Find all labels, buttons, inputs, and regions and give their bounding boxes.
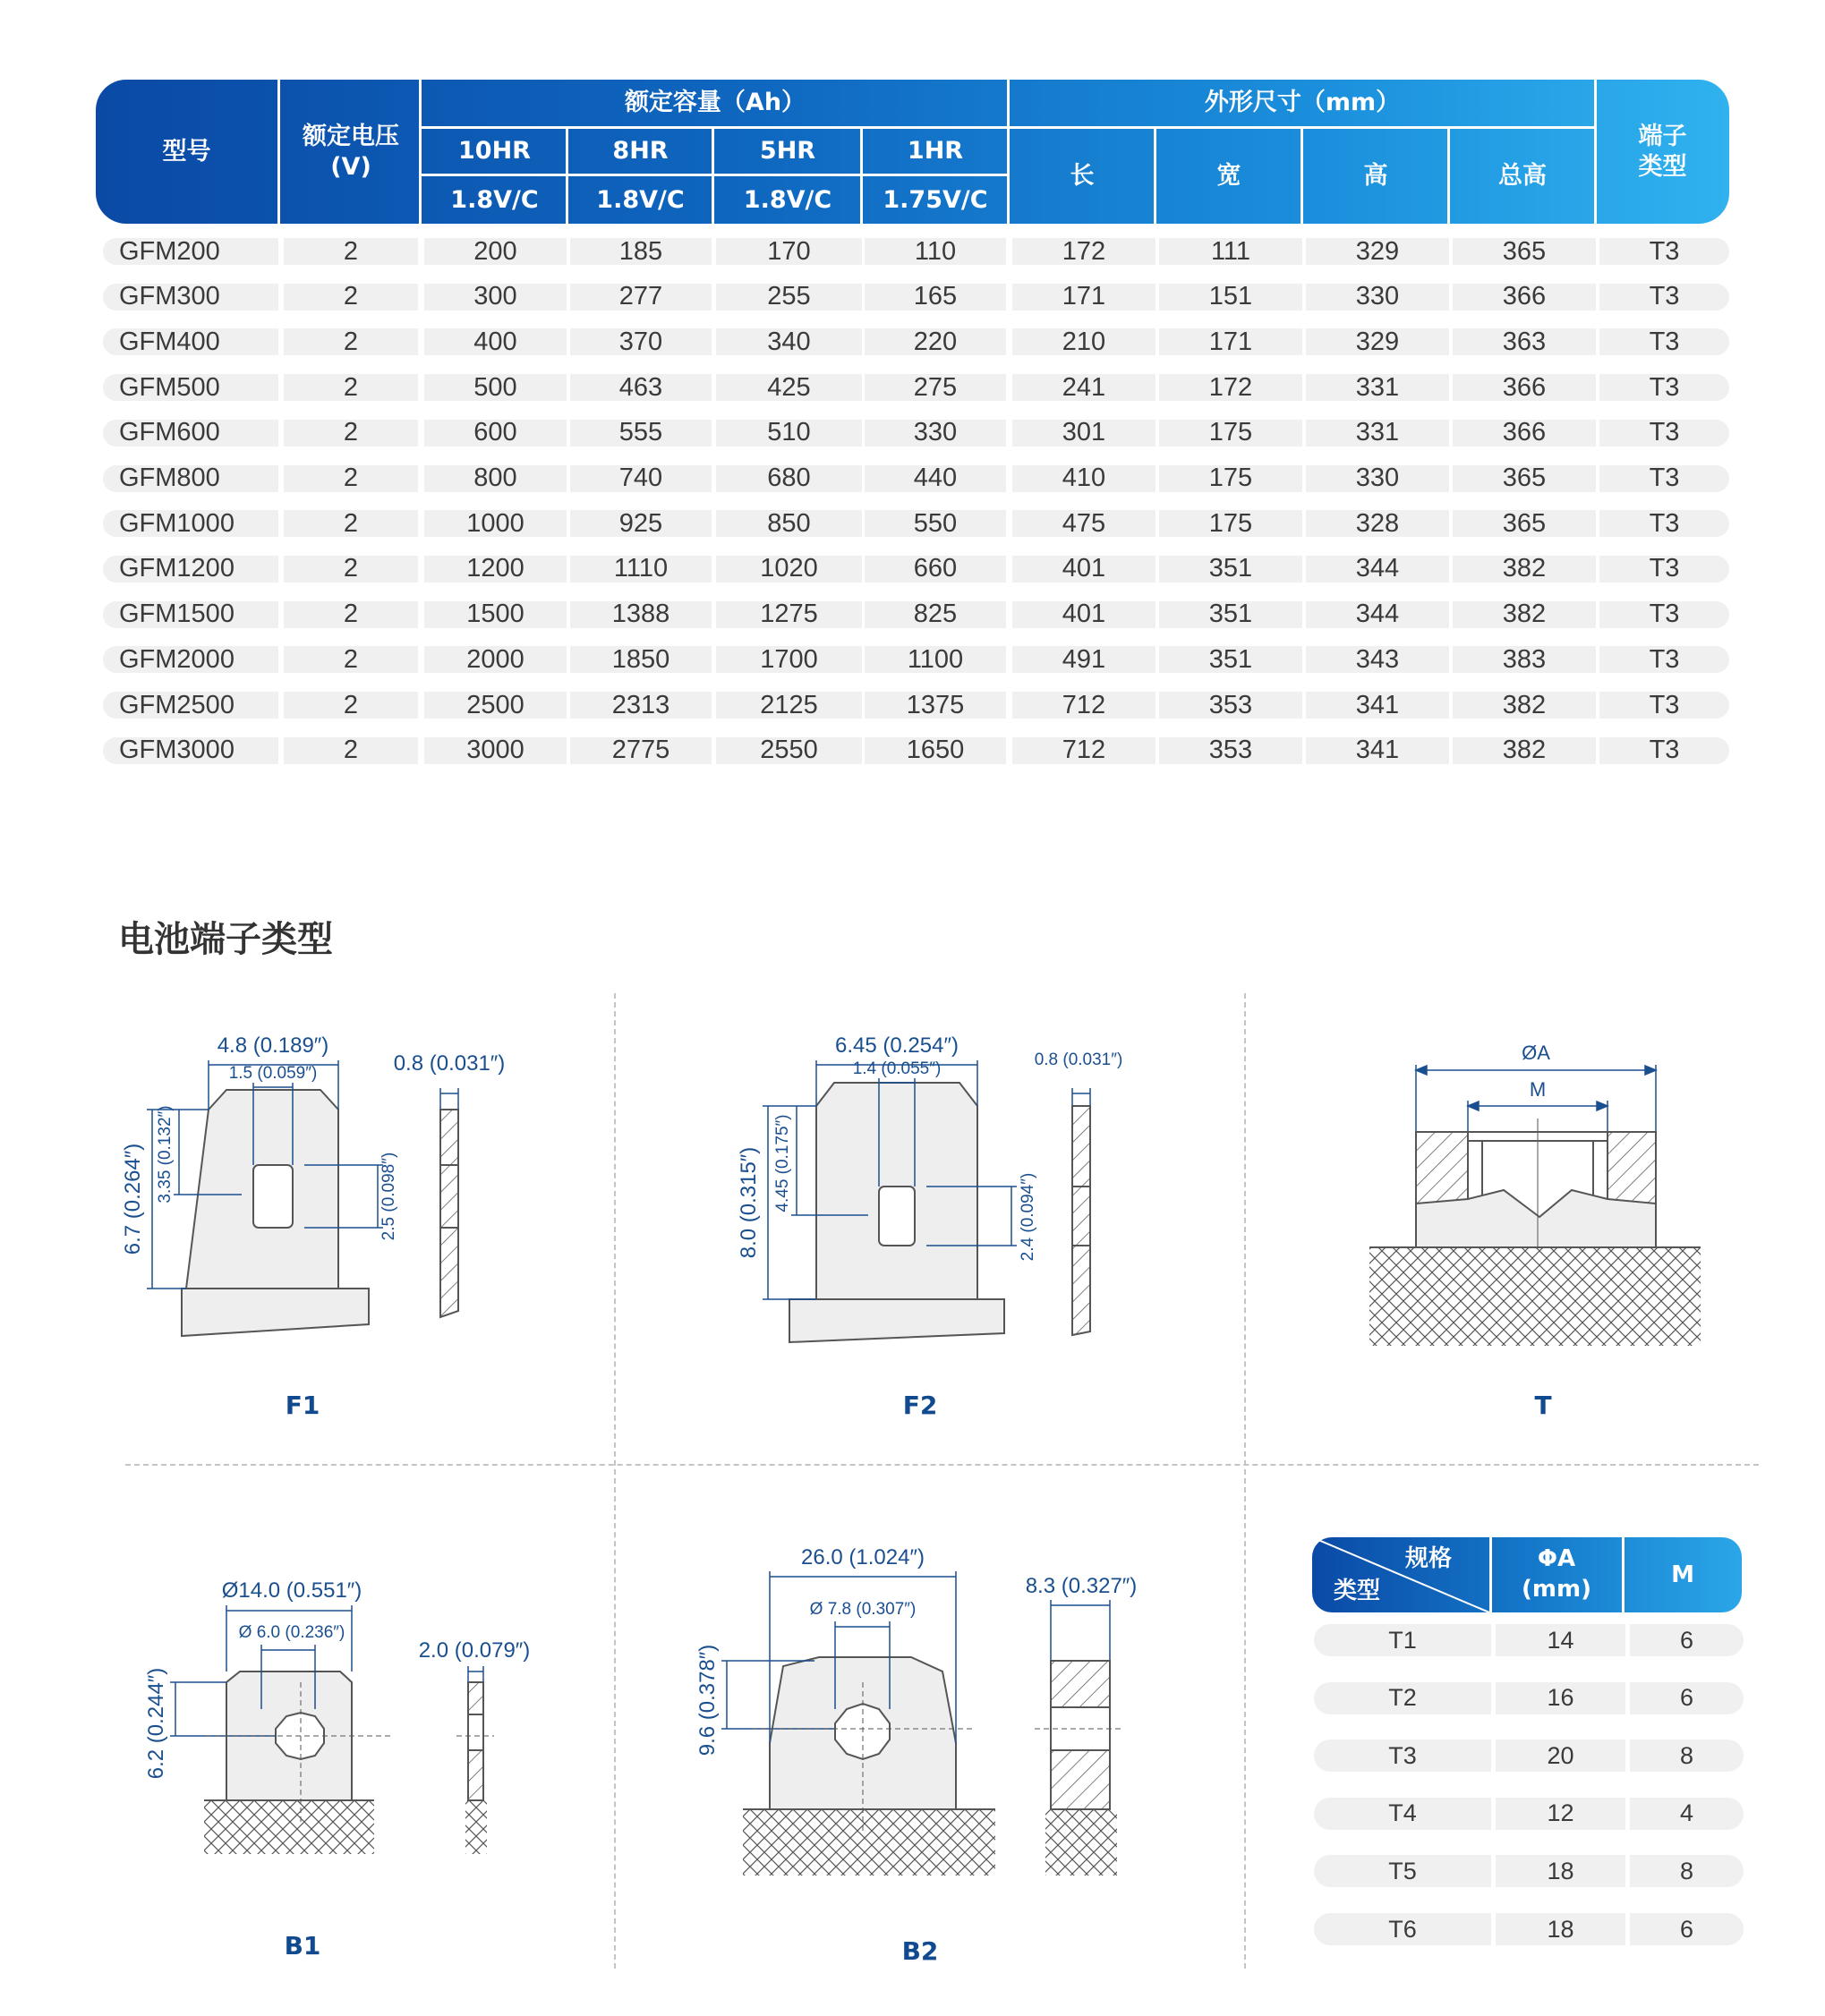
table-cell: 382 <box>1453 737 1596 764</box>
table-cell: 353 <box>1159 737 1302 764</box>
table-cell: 3000 <box>424 737 567 764</box>
b2-width-label: 26.0 (1.024″) <box>801 1545 925 1569</box>
header-capacity-8hr: 8HR <box>612 137 669 166</box>
model-cell: GFM600 <box>103 420 278 447</box>
table-cell: 1110 <box>570 556 712 583</box>
table-cell: 2550 <box>716 737 862 764</box>
table-cell: 800 <box>424 465 567 492</box>
table-cell: 351 <box>1159 646 1302 673</box>
table-cell: 330 <box>1306 284 1449 310</box>
b1-height-label: 6.2 (0.244″) <box>144 1667 168 1780</box>
table-cell: 2500 <box>424 692 567 719</box>
table-cell: T3 <box>1599 692 1729 719</box>
header-capacity-1hr: 1HR <box>907 137 964 166</box>
model-cell: GFM1500 <box>103 601 278 628</box>
table-cell: 328 <box>1306 510 1449 537</box>
table-cell: 351 <box>1159 556 1302 583</box>
model-cell: GFM3000 <box>103 737 278 764</box>
f2-foot <box>789 1299 1004 1342</box>
terminal-value-cell: 8 <box>1630 1855 1744 1887</box>
f2-height-label: 8.0 (0.315″) <box>737 1146 761 1259</box>
table-cell: 365 <box>1453 510 1596 537</box>
header-width: 宽 <box>1216 162 1241 191</box>
b2-height-label: 9.6 (0.378″) <box>695 1644 720 1757</box>
table-cell: 1388 <box>570 601 712 628</box>
f2-hole-width-label: 1.4 (0.055″) <box>852 1059 942 1078</box>
table-cell: 351 <box>1159 601 1302 628</box>
header-height: 高 <box>1363 162 1388 191</box>
table-cell: 600 <box>424 420 567 447</box>
table-cell: 2000 <box>424 646 567 673</box>
table-cell: 2 <box>284 737 418 764</box>
header-cutoff-10hr: 1.8V/C <box>450 185 539 214</box>
table-cell: 365 <box>1453 465 1596 492</box>
terminal-value-cell: 20 <box>1496 1740 1625 1772</box>
f2-width-label: 6.45 (0.254″) <box>835 1034 959 1058</box>
terminal-type-cell: T4 <box>1314 1798 1491 1830</box>
f1-foot <box>182 1289 369 1336</box>
f1-hole-offset-label: 3.35 (0.132″) <box>156 1105 175 1204</box>
table-cell: 366 <box>1453 284 1596 310</box>
model-cell: GFM400 <box>103 328 278 355</box>
table-cell: 1500 <box>424 601 567 628</box>
table-cell: T3 <box>1599 374 1729 401</box>
terminal-type-cell: T1 <box>1314 1624 1491 1656</box>
table-cell: 1850 <box>570 646 712 673</box>
table-cell: T3 <box>1599 465 1729 492</box>
table-cell: 200 <box>424 238 567 265</box>
table-cell: 850 <box>716 510 862 537</box>
terminal-value-cell: 14 <box>1496 1624 1625 1656</box>
table-cell: 382 <box>1453 556 1596 583</box>
table-cell: 491 <box>1012 646 1156 673</box>
table-cell: 301 <box>1012 420 1156 447</box>
f2-thickness-label: 0.8 (0.031″) <box>1034 1051 1123 1069</box>
table-cell: 172 <box>1159 374 1302 401</box>
table-cell: 660 <box>865 556 1006 583</box>
table-cell: 255 <box>716 284 862 310</box>
table-cell: 1000 <box>424 510 567 537</box>
table-cell: 110 <box>865 238 1006 265</box>
header-dimension-group: 外形尺寸（mm） <box>1204 89 1401 117</box>
table-cell: 500 <box>424 374 567 401</box>
table-cell: 111 <box>1159 238 1302 265</box>
table-cell: 344 <box>1306 601 1449 628</box>
table-cell: 341 <box>1306 692 1449 719</box>
table-cell: 383 <box>1453 646 1596 673</box>
table-cell: 343 <box>1306 646 1449 673</box>
f2-side-view <box>1072 1106 1090 1335</box>
model-cell: GFM2000 <box>103 646 278 673</box>
table-cell: 2 <box>284 510 418 537</box>
table-cell: 2 <box>284 692 418 719</box>
table-cell: 680 <box>716 465 862 492</box>
b2-label: B2 <box>901 1936 939 1966</box>
f1-width-label: 4.8 (0.189″) <box>217 1034 329 1058</box>
b1-thickness-label: 2.0 (0.079″) <box>418 1638 531 1663</box>
table-cell: 1100 <box>865 646 1006 673</box>
table-cell: T3 <box>1599 646 1729 673</box>
table-cell: 353 <box>1159 692 1302 719</box>
terminal-type-cell: T6 <box>1314 1913 1491 1945</box>
table-cell: 366 <box>1453 420 1596 447</box>
b2-base <box>743 1809 995 1876</box>
table-cell: 382 <box>1453 692 1596 719</box>
header-total-height: 总高 <box>1498 162 1547 191</box>
model-cell: GFM500 <box>103 374 278 401</box>
table-cell: 925 <box>570 510 712 537</box>
table-cell: 382 <box>1453 601 1596 628</box>
header-cutoff-5hr: 1.8V/C <box>743 185 832 214</box>
header-m: M <box>1671 1561 1694 1588</box>
table-cell: 170 <box>716 238 862 265</box>
table-cell: 185 <box>570 238 712 265</box>
b1-terminal-diagram <box>125 1557 573 1879</box>
terminal-table-header <box>1312 1537 1742 1612</box>
spec-table-header <box>96 80 1729 224</box>
f2-hole-height-label: 2.4 (0.094″) <box>1019 1172 1037 1262</box>
terminal-value-cell: 8 <box>1630 1740 1744 1772</box>
table-cell: T3 <box>1599 510 1729 537</box>
table-cell: 2775 <box>570 737 712 764</box>
table-cell: 171 <box>1159 328 1302 355</box>
table-cell: 2 <box>284 601 418 628</box>
table-cell: 2 <box>284 284 418 310</box>
table-cell: 175 <box>1159 465 1302 492</box>
model-cell: GFM1200 <box>103 556 278 583</box>
table-cell: 475 <box>1012 510 1156 537</box>
header-voltage: 额定电压 (V) <box>303 122 399 181</box>
table-cell: 2 <box>284 238 418 265</box>
f1-label: F1 <box>285 1391 320 1420</box>
header-type: 类型 <box>1333 1578 1380 1604</box>
table-cell: 712 <box>1012 737 1156 764</box>
table-cell: 2 <box>284 328 418 355</box>
table-cell: 2 <box>284 465 418 492</box>
model-cell: GFM200 <box>103 238 278 265</box>
table-cell: 2125 <box>716 692 862 719</box>
table-cell: 340 <box>716 328 862 355</box>
section-title: 电池端子类型 <box>118 919 333 960</box>
table-cell: T3 <box>1599 328 1729 355</box>
table-cell: 401 <box>1012 556 1156 583</box>
table-cell: 2 <box>284 420 418 447</box>
table-cell: 510 <box>716 420 862 447</box>
table-cell: 365 <box>1453 238 1596 265</box>
f1-thickness-label: 0.8 (0.031″) <box>393 1051 506 1076</box>
b1-diameter-label: Ø14.0 (0.551″) <box>221 1578 362 1603</box>
header-length: 长 <box>1070 162 1095 191</box>
table-cell: 1700 <box>716 646 862 673</box>
terminal-value-cell: 4 <box>1630 1798 1744 1830</box>
table-cell: 400 <box>424 328 567 355</box>
f1-height-label: 6.7 (0.264″) <box>121 1143 145 1255</box>
table-cell: 366 <box>1453 374 1596 401</box>
terminal-value-cell: 12 <box>1496 1798 1625 1830</box>
f1-side-view <box>440 1110 458 1317</box>
table-cell: 440 <box>865 465 1006 492</box>
table-cell: 329 <box>1306 328 1449 355</box>
table-cell: 277 <box>570 284 712 310</box>
header-spec: 规格 <box>1404 1545 1452 1572</box>
table-cell: 463 <box>570 374 712 401</box>
table-cell: 2 <box>284 556 418 583</box>
model-cell: GFM1000 <box>103 510 278 537</box>
table-cell: 2 <box>284 646 418 673</box>
table-cell: 341 <box>1306 737 1449 764</box>
table-cell: 175 <box>1159 510 1302 537</box>
table-cell: 1375 <box>865 692 1006 719</box>
table-cell: 1020 <box>716 556 862 583</box>
table-cell: 151 <box>1159 284 1302 310</box>
terminal-value-cell: 18 <box>1496 1855 1625 1887</box>
table-cell: T3 <box>1599 601 1729 628</box>
terminal-value-cell: 18 <box>1496 1913 1625 1945</box>
table-cell: 2313 <box>570 692 712 719</box>
table-cell: 363 <box>1453 328 1596 355</box>
model-cell: GFM2500 <box>103 692 278 719</box>
table-cell: 410 <box>1012 465 1156 492</box>
f1-hole-width-label: 1.5 (0.059″) <box>228 1064 318 1083</box>
table-cell: T3 <box>1599 556 1729 583</box>
terminal-type-cell: T5 <box>1314 1855 1491 1887</box>
b2-terminal-diagram <box>671 1530 1173 1897</box>
table-cell: 300 <box>424 284 567 310</box>
b2-hole-label: Ø 7.8 (0.307″) <box>809 1600 917 1619</box>
f2-hole-offset-label: 4.45 (0.175″) <box>773 1114 792 1212</box>
t-base <box>1369 1247 1701 1346</box>
table-cell: 550 <box>865 510 1006 537</box>
f2-hole <box>879 1187 915 1246</box>
table-cell: 172 <box>1012 238 1156 265</box>
table-cell: 330 <box>1306 465 1449 492</box>
table-cell: 171 <box>1012 284 1156 310</box>
table-cell: 329 <box>1306 238 1449 265</box>
terminal-value-cell: 6 <box>1630 1682 1744 1714</box>
header-capacity-10hr: 10HR <box>458 137 531 166</box>
table-cell: 2 <box>284 374 418 401</box>
table-cell: 331 <box>1306 374 1449 401</box>
table-cell: T3 <box>1599 238 1729 265</box>
f2-terminal-diagram <box>725 1011 1155 1369</box>
terminal-value-cell: 6 <box>1630 1624 1744 1656</box>
table-cell: 175 <box>1159 420 1302 447</box>
table-cell: 210 <box>1012 328 1156 355</box>
header-terminal: 端子 类型 <box>1638 122 1687 181</box>
table-cell: 241 <box>1012 374 1156 401</box>
t-thread-label: M <box>1529 1078 1547 1101</box>
b1-label: B1 <box>284 1931 321 1961</box>
header-model: 型号 <box>162 137 211 166</box>
table-cell: 740 <box>570 465 712 492</box>
table-cell: 331 <box>1306 420 1449 447</box>
table-cell: T3 <box>1599 420 1729 447</box>
t-label: T <box>1534 1391 1552 1420</box>
header-cutoff-1hr: 1.75V/C <box>883 185 988 214</box>
model-cell: GFM300 <box>103 284 278 310</box>
terminal-type-cell: T2 <box>1314 1682 1491 1714</box>
t-terminal-diagram <box>1360 1029 1718 1369</box>
table-cell: 165 <box>865 284 1006 310</box>
table-cell: 1275 <box>716 601 862 628</box>
table-cell: 401 <box>1012 601 1156 628</box>
table-cell: 1650 <box>865 737 1006 764</box>
f2-label: F2 <box>902 1391 938 1420</box>
table-cell: 330 <box>865 420 1006 447</box>
header-capacity-group: 额定容量（Ah） <box>624 89 806 117</box>
terminal-value-cell: 6 <box>1630 1913 1744 1945</box>
b1-hole-label: Ø 6.0 (0.236″) <box>238 1623 345 1642</box>
b2-thickness-label: 8.3 (0.327″) <box>1025 1574 1138 1598</box>
t-outer-label: ØA <box>1522 1042 1550 1064</box>
table-cell: 825 <box>865 601 1006 628</box>
f1-hole <box>253 1165 293 1228</box>
model-cell: GFM800 <box>103 465 278 492</box>
table-cell: T3 <box>1599 737 1729 764</box>
f1-hole-height-label: 2.5 (0.098″) <box>379 1152 398 1241</box>
header-cutoff-8hr: 1.8V/C <box>596 185 685 214</box>
table-cell: 275 <box>865 374 1006 401</box>
f1-terminal-diagram <box>107 1011 537 1369</box>
terminal-type-cell: T3 <box>1314 1740 1491 1772</box>
table-cell: 555 <box>570 420 712 447</box>
table-cell: 220 <box>865 328 1006 355</box>
table-cell: 1200 <box>424 556 567 583</box>
table-cell: 712 <box>1012 692 1156 719</box>
b1-base <box>204 1800 374 1854</box>
terminal-value-cell: 16 <box>1496 1682 1625 1714</box>
header-phi-a: ΦA (mm) <box>1522 1545 1591 1603</box>
table-cell: 370 <box>570 328 712 355</box>
header-capacity-5hr: 5HR <box>759 137 816 166</box>
table-cell: T3 <box>1599 284 1729 310</box>
table-cell: 344 <box>1306 556 1449 583</box>
table-cell: 425 <box>716 374 862 401</box>
